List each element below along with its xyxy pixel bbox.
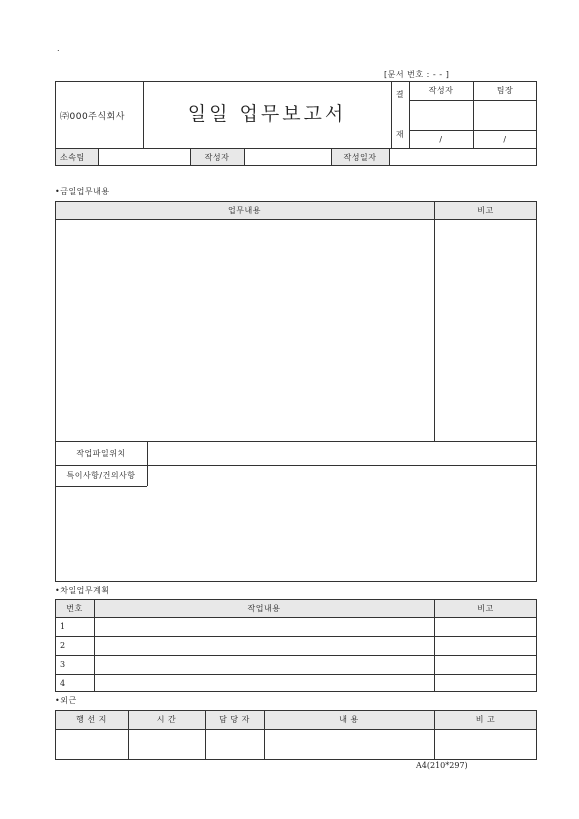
tomorrow-note-field[interactable] xyxy=(435,637,536,655)
remarks-label: 특이사항/건의사항 xyxy=(66,471,136,480)
approval-writer-label: 작성자 xyxy=(428,86,454,95)
page-mark: . xyxy=(57,44,61,53)
date-label: 작성일자 xyxy=(343,152,377,162)
tomorrow-note-field[interactable] xyxy=(435,618,536,636)
today-content-area[interactable] xyxy=(56,220,434,441)
table-row-number: 3 xyxy=(60,660,66,669)
page-title: 일일 업무보고서 xyxy=(187,102,347,125)
outside-content-header: 내 용 xyxy=(339,715,359,724)
leader-sign-field[interactable] xyxy=(474,101,537,130)
outside-note-field[interactable] xyxy=(435,730,536,759)
writer-sign-field[interactable] xyxy=(410,101,473,130)
team-field[interactable] xyxy=(99,149,190,165)
tomorrow-note-header: 비고 xyxy=(477,603,494,613)
outside-note-header: 비 고 xyxy=(475,715,496,724)
team-label: 소속팀 xyxy=(60,152,85,162)
outside-section-title: •외근 xyxy=(55,696,77,705)
outside-time-header: 시 간 xyxy=(156,715,177,724)
tomorrow-note-field[interactable] xyxy=(435,656,536,674)
approval-label-bottom: 재 xyxy=(395,129,405,139)
approval-label-top: 결 xyxy=(395,89,405,99)
approval-leader-label: 팀장 xyxy=(496,86,514,95)
file-location-label: 작업파일위치 xyxy=(76,448,126,458)
tomorrow-content-field[interactable] xyxy=(95,656,434,674)
writer-date-field[interactable]: / xyxy=(439,135,443,144)
paper-size-label: A4(210*297) xyxy=(416,761,468,770)
outside-destination-field[interactable] xyxy=(56,730,128,759)
outside-content-field[interactable] xyxy=(265,730,434,759)
today-content-header: 업무내용 xyxy=(228,205,261,215)
leader-date-field[interactable]: / xyxy=(503,135,507,144)
table-row-number: 2 xyxy=(60,641,66,650)
tomorrow-content-field[interactable] xyxy=(95,675,434,691)
date-field[interactable] xyxy=(390,149,537,165)
tomorrow-content-field[interactable] xyxy=(95,618,434,636)
today-section-title: •금일업무내용 xyxy=(55,187,110,196)
writer-label: 작성자 xyxy=(204,152,230,162)
outside-person-field[interactable] xyxy=(206,730,264,759)
tomorrow-section-title: •차일업무계획 xyxy=(55,586,110,595)
tomorrow-content-field[interactable] xyxy=(95,637,434,655)
file-location-field[interactable] xyxy=(148,442,536,465)
outside-person-header: 담 당 자 xyxy=(219,715,250,724)
writer-field[interactable] xyxy=(245,149,331,165)
company-name: ㈜000주식회사 xyxy=(60,111,125,122)
tomorrow-content-header: 작업내용 xyxy=(247,603,281,613)
today-note-header: 비고 xyxy=(477,205,494,215)
tomorrow-no-header: 번호 xyxy=(66,603,83,613)
outside-time-field[interactable] xyxy=(129,730,205,759)
tomorrow-note-field[interactable] xyxy=(435,675,536,691)
today-note-area[interactable] xyxy=(435,220,536,441)
remarks-area[interactable] xyxy=(56,487,536,581)
outside-destination-header: 행 선 지 xyxy=(76,715,107,724)
table-row-number: 1 xyxy=(60,622,66,631)
table-row-number: 4 xyxy=(60,678,66,688)
document-number: [문서 번호 : - - ] xyxy=(384,70,450,79)
